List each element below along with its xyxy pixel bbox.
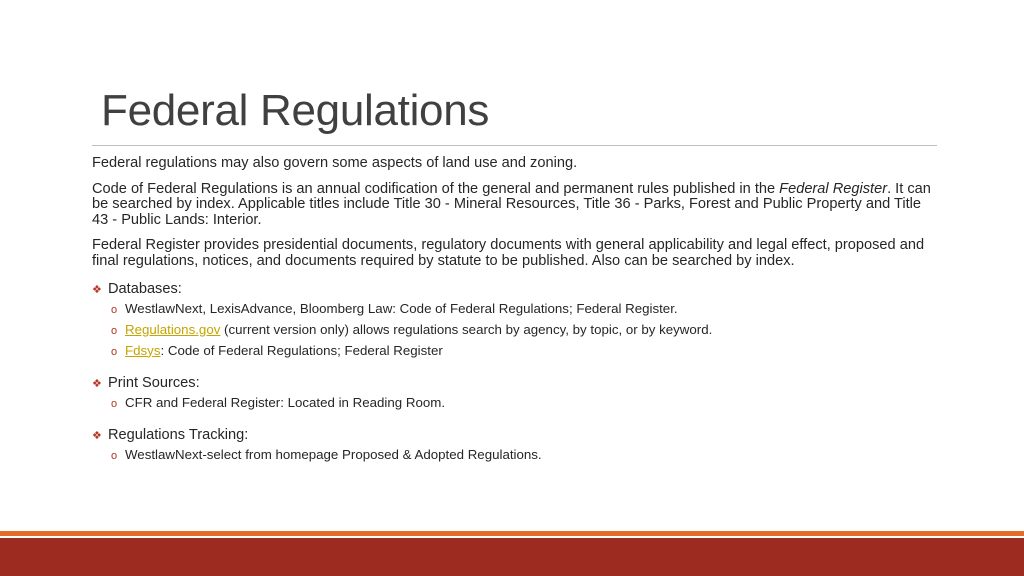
cfr-text-italic: Federal Register: [779, 180, 888, 197]
databases-item-westlaw: [111, 299, 940, 320]
databases-item-fdsys: [111, 341, 940, 362]
databases-item-regulations-gov: [111, 320, 940, 341]
databases-bullet: [92, 280, 940, 299]
regulations-tracking-group: [92, 426, 940, 466]
print-sources-label: Print Sources:: [108, 374, 200, 391]
fdsys-link[interactable]: Fdsys: [125, 342, 161, 358]
cfr-text-after: . It can be searched by index. Applicable titles include Title 30 - Mineral Resources, Title 36 - Parks, Forest and Public Property and Title 43 - Public Lands: Interior.: [92, 180, 931, 228]
print-sources-item: [111, 393, 940, 414]
slide-body: [92, 156, 940, 478]
databases-item-text: WestlawNext, LexisAdvance, Bloomberg Law: Code of Federal Regulations; Federal Register.: [125, 300, 678, 316]
regulations-tracking-bullet: [92, 426, 940, 445]
paragraph-land-use: Federal regulations may also govern some aspects of land use and zoning.: [92, 155, 578, 171]
slide-title: Federal Regulations: [101, 86, 490, 135]
databases-group: [92, 280, 940, 362]
print-sources-bullet: [92, 374, 940, 393]
circle-bullet-icon: o: [111, 345, 118, 358]
diamond-bullet-icon: ❖: [92, 283, 102, 296]
diamond-bullet-icon: ❖: [92, 377, 102, 390]
circle-bullet-icon: o: [111, 397, 118, 410]
regulations-tracking-item: [111, 445, 940, 466]
regulations-tracking-label: Regulations Tracking:: [108, 426, 249, 443]
paragraph-federal-register: Federal Register provides presidential documents, regulatory documents with general applicability and legal effect, proposed and final regulations, notices, and documents required by statute to be published. Also can be searched by index.: [92, 237, 925, 269]
footer-band: [0, 538, 1024, 576]
fdsys-text: : Code of Federal Regulations; Federal Register: [160, 342, 443, 358]
circle-bullet-icon: o: [111, 449, 118, 462]
regulations-tracking-item-text: WestlawNext-select from homepage Proposed & Adopted Regulations.: [125, 446, 542, 462]
cfr-text-before: Code of Federal Regulations is an annual codification of the general and permanent rules published in the: [92, 180, 780, 197]
regulations-gov-link[interactable]: Regulations.gov: [125, 321, 221, 337]
circle-bullet-icon: o: [111, 324, 118, 337]
regulations-gov-text: (current version only) allows regulations search by agency, by topic, or by keyword.: [220, 321, 713, 337]
title-divider: [92, 145, 937, 146]
databases-label: Databases:: [108, 280, 182, 297]
footer-accent-stripe: [0, 531, 1024, 536]
print-sources-group: [92, 374, 940, 414]
circle-bullet-icon: o: [111, 303, 118, 316]
paragraph-cfr: [92, 182, 940, 229]
diamond-bullet-icon: ❖: [92, 429, 102, 442]
print-sources-item-text: CFR and Federal Register: Located in Reading Room.: [125, 394, 446, 410]
